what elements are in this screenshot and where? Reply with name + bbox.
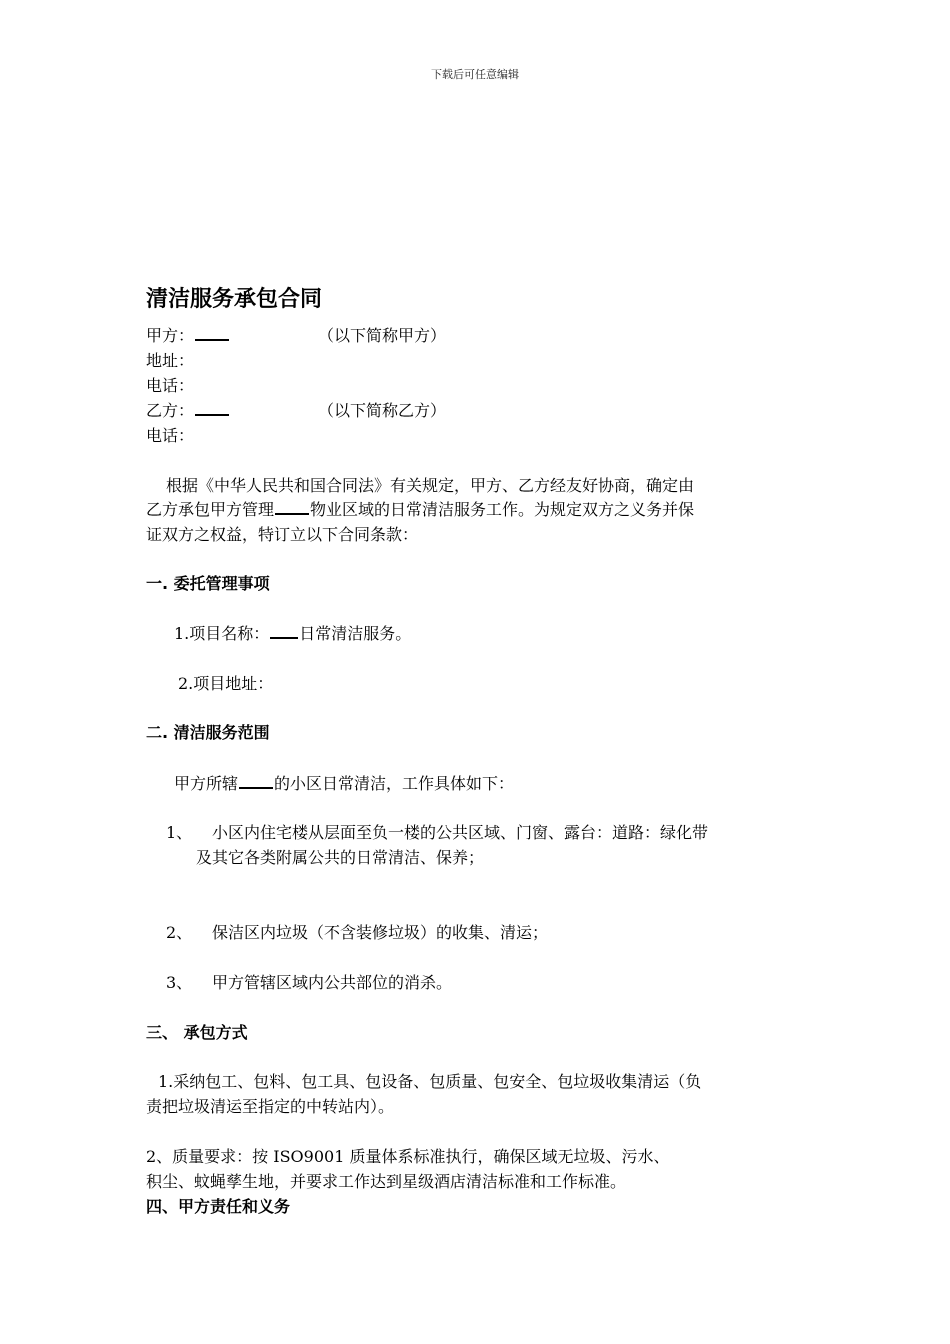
phone-label-a: 电话： [146,376,195,395]
party-a-blank[interactable] [195,323,229,341]
party-a-note: （以下简称甲方） [318,326,447,345]
intro-line-2 [146,497,694,522]
list-item [166,820,806,870]
section-1-item-1 [174,621,411,646]
party-a-line [146,323,230,348]
community-blank[interactable] [239,771,273,789]
list-item-text-line1: 小区内住宅楼从层面至负一楼的公共区域、门窗、露台：道路：绿化带 [212,823,709,842]
party-b-line [146,398,230,423]
intro-line-3: 证双方之权益，特订立以下合同条款： [146,525,419,544]
intro-line-2a: 乙方承包甲方管理 [146,500,275,519]
section-2-intro [174,771,514,796]
list-item-text-line2: 及其它各类附属公共的日常清洁、保养； [196,848,485,867]
project-name-suffix: 日常清洁服务。 [299,624,412,643]
project-name-blank[interactable] [270,621,298,639]
list-item-mark: 3、 [166,973,193,992]
intro-line-2b: 物业区域的日常清洁服务工作。为规定双方之义务并保 [310,500,695,519]
project-name-label: 1.项目名称： [174,624,270,643]
party-b-label: 乙方： [146,401,195,420]
property-name-blank[interactable] [275,497,309,515]
phone-label-b: 电话： [146,426,195,445]
section-3-item-2-line-1: 2、质量要求：按 ISO9001 质量体系标准执行，确保区域无垃圾、污水、 [146,1147,670,1166]
section-2-intro-a: 甲方所辖 [174,774,239,793]
party-b-note: （以下简称乙方） [318,401,447,420]
list-item-mark: 2、 [166,923,193,942]
section-3-item-2-line-2: 积尘、蚊蝇孳生地，并要求工作达到星级酒店清洁标准和工作标准。 [146,1172,627,1191]
list-item-text-line1: 保洁区内垃圾（不含装修垃圾）的收集、清运； [212,923,549,942]
section-3-item-1-line-1: 1.采纳包工、包料、包工具、包设备、包质量、包安全、包垃圾收集清运（负 [158,1072,702,1091]
section-1-heading: 一. 委托管理事项 [146,574,270,593]
section-2-heading: 二. 清洁服务范围 [146,723,270,742]
list-item [166,970,806,995]
document-title: 清洁服务承包合同 [146,286,323,312]
section-3-heading: 三、 承包方式 [146,1023,248,1042]
list-item-text-line1: 甲方管辖区域内公共部位的消杀。 [212,973,453,992]
party-b-blank[interactable] [195,398,229,416]
section-1-item-2: 2.项目地址： [178,674,274,693]
party-a-label: 甲方： [146,326,195,345]
section-4-heading: 四、甲方责任和义务 [146,1197,291,1216]
list-item [166,920,806,945]
intro-line-1: 根据《中华人民共和国合同法》有关规定，甲方、乙方经友好协商，确定由 [166,476,695,495]
address-label: 地址： [146,351,195,370]
section-2-intro-b: 的小区日常清洁，工作具体如下： [274,774,515,793]
section-3-item-1-line-2: 责把垃圾清运至指定的中转站内）。 [146,1097,395,1116]
list-item-mark: 1、 [166,823,193,842]
page-header-note: 下载后可任意编辑 [431,68,519,81]
